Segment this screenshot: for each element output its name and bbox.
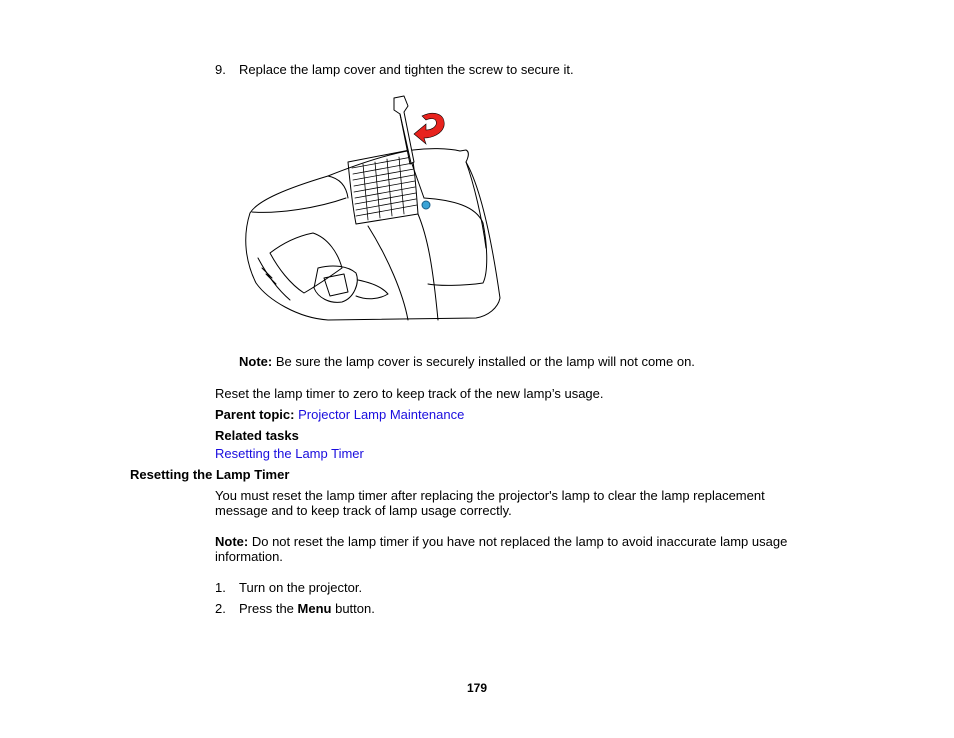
section-heading: Resetting the Lamp Timer — [130, 467, 290, 482]
intro-line-1: You must reset the lamp timer after replacing the projector's lamp to clear the lamp replacement — [215, 488, 765, 503]
note-1 — [239, 354, 695, 370]
step-2-number: 2. — [215, 601, 226, 616]
step-1-number: 1. — [215, 580, 226, 595]
note-1-label: Note: — [239, 354, 273, 369]
page-number: 179 — [467, 681, 488, 695]
parent-topic — [215, 407, 464, 423]
step-2-text-after: button. — [331, 601, 375, 616]
related-task-link[interactable]: Resetting the Lamp Timer — [215, 446, 364, 461]
note-2-line-2: information. — [215, 549, 283, 564]
step-9-text: Replace the lamp cover and tighten the screw to secure it. — [239, 62, 574, 77]
step-9-number: 9. — [215, 62, 226, 77]
reset-instruction: Reset the lamp timer to zero to keep track of the new lamp’s usage. — [215, 386, 604, 401]
parent-topic-label: Parent topic: — [215, 407, 295, 422]
related-tasks-heading: Related tasks — [215, 428, 299, 443]
note-2-line-1 — [215, 534, 787, 550]
menu-button-name: Menu — [297, 601, 332, 616]
step-1-text: Turn on the projector. — [239, 580, 363, 595]
note-2-label: Note: — [215, 534, 249, 549]
parent-topic-link[interactable]: Projector Lamp Maintenance — [298, 407, 465, 422]
intro-line-2: message and to keep track of lamp usage correctly. — [215, 503, 512, 518]
step-2-text — [239, 601, 375, 617]
projector-lamp-cover-illustration — [238, 88, 502, 324]
step-2-text-before: Press the — [239, 601, 298, 616]
note-2-text: Do not reset the lamp timer if you have not replaced the lamp to avoid inaccurate lamp usage — [251, 534, 788, 549]
note-1-text: Be sure the lamp cover is securely installed or the lamp will not come on. — [275, 354, 695, 369]
